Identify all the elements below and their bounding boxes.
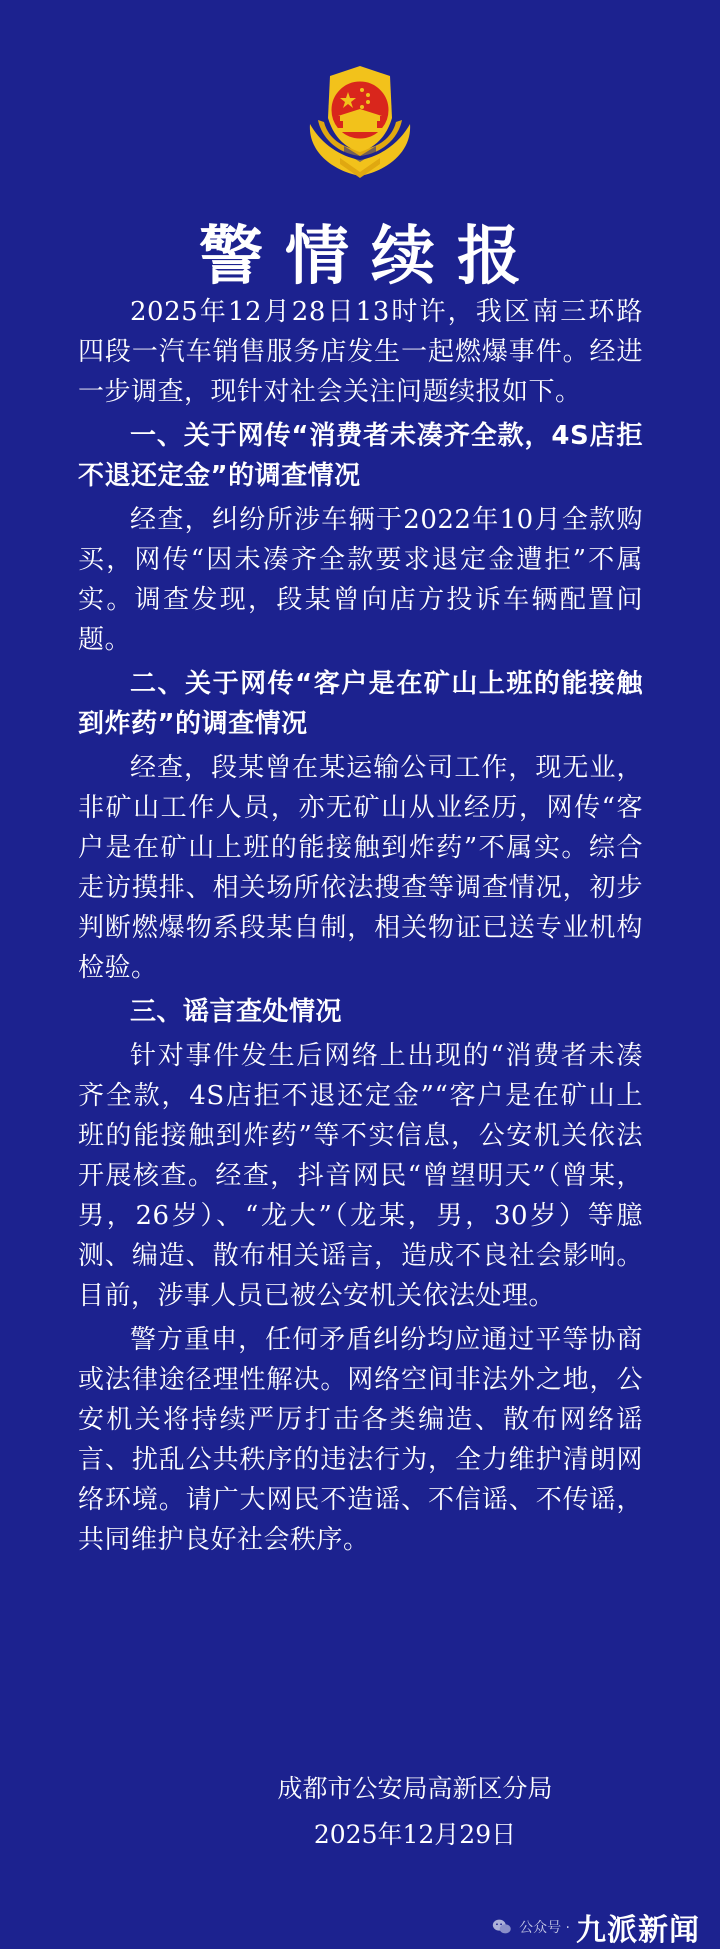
wechat-icon bbox=[491, 1916, 513, 1938]
section-heading-2: 二、关于网传“客户是在矿山上班的能接触到炸药”的调查情况 bbox=[78, 669, 643, 739]
watermark-prefix: 公众号 · bbox=[519, 1920, 570, 1936]
section-2-paragraph: 经查，段某曾在某运输公司工作，现无业，非矿山工作人员，亦无矿山从业经历，网传“客户是在矿山上班的能接触到炸药”不属实。综合走访摸排、相关场所依法搜查等调查情况，初步判断燃爆物系段某自制，相关物证已送专业机构检验。 bbox=[78, 753, 643, 983]
section-1-paragraph: 经查，纠纷所涉车辆于2022年10月全款购买，网传“因未凑齐全款要求退定金遭拒”不属实。调查发现，段某曾向店方投诉车辆配置问题。 bbox=[78, 505, 643, 655]
closing-paragraph: 警方重申，任何矛盾纠纷均应通过平等协商或法律途径理性解决。网络空间非法外之地，公安机关将持续严厉打击各类编造、散布网络谣言、扰乱公共秩序的违法行为，全力维护清朗网络环境。请广大网民不造谣、不信谣、不传谣，共同维护良好社会秩序。 bbox=[78, 1325, 643, 1555]
intro-paragraph: 2025年12月28日13时许，我区南三环路四段一汽车销售服务店发生一起燃爆事件。经进一步调查，现针对社会关注问题续报如下。 bbox=[78, 297, 643, 407]
section-3-paragraph: 针对事件发生后网络上出现的“消费者未凑齐全款，4S店拒不退还定金”“客户是在矿山上班的能接触到炸药”等不实信息，公安机关依法开展核查。经查，抖音网民“曾望明天”（曾某，男，26岁）、“龙大”（龙某，男，30岁）等臆测、编造、散布相关谣言，造成不良社会影响。目前，涉事人员已被公安机关依法处理。 bbox=[78, 1041, 643, 1311]
document-body bbox=[78, 292, 643, 1564]
police-emblem-icon bbox=[300, 62, 420, 180]
issue-date: 2025年12月29日 bbox=[313, 1820, 517, 1849]
issuing-organization: 成都市公安局高新区分局 bbox=[277, 1774, 553, 1803]
page-title: 警情续报 bbox=[199, 220, 543, 294]
watermark-brand: 九派新闻 bbox=[576, 1913, 700, 1948]
section-heading-1: 一、关于网传“消费者未凑齐全款，4S店拒不退还定金”的调查情况 bbox=[78, 421, 643, 491]
section-heading-3: 三、谣言查处情况 bbox=[130, 997, 343, 1027]
watermark bbox=[491, 1905, 700, 1949]
signature-block bbox=[0, 1766, 720, 1858]
